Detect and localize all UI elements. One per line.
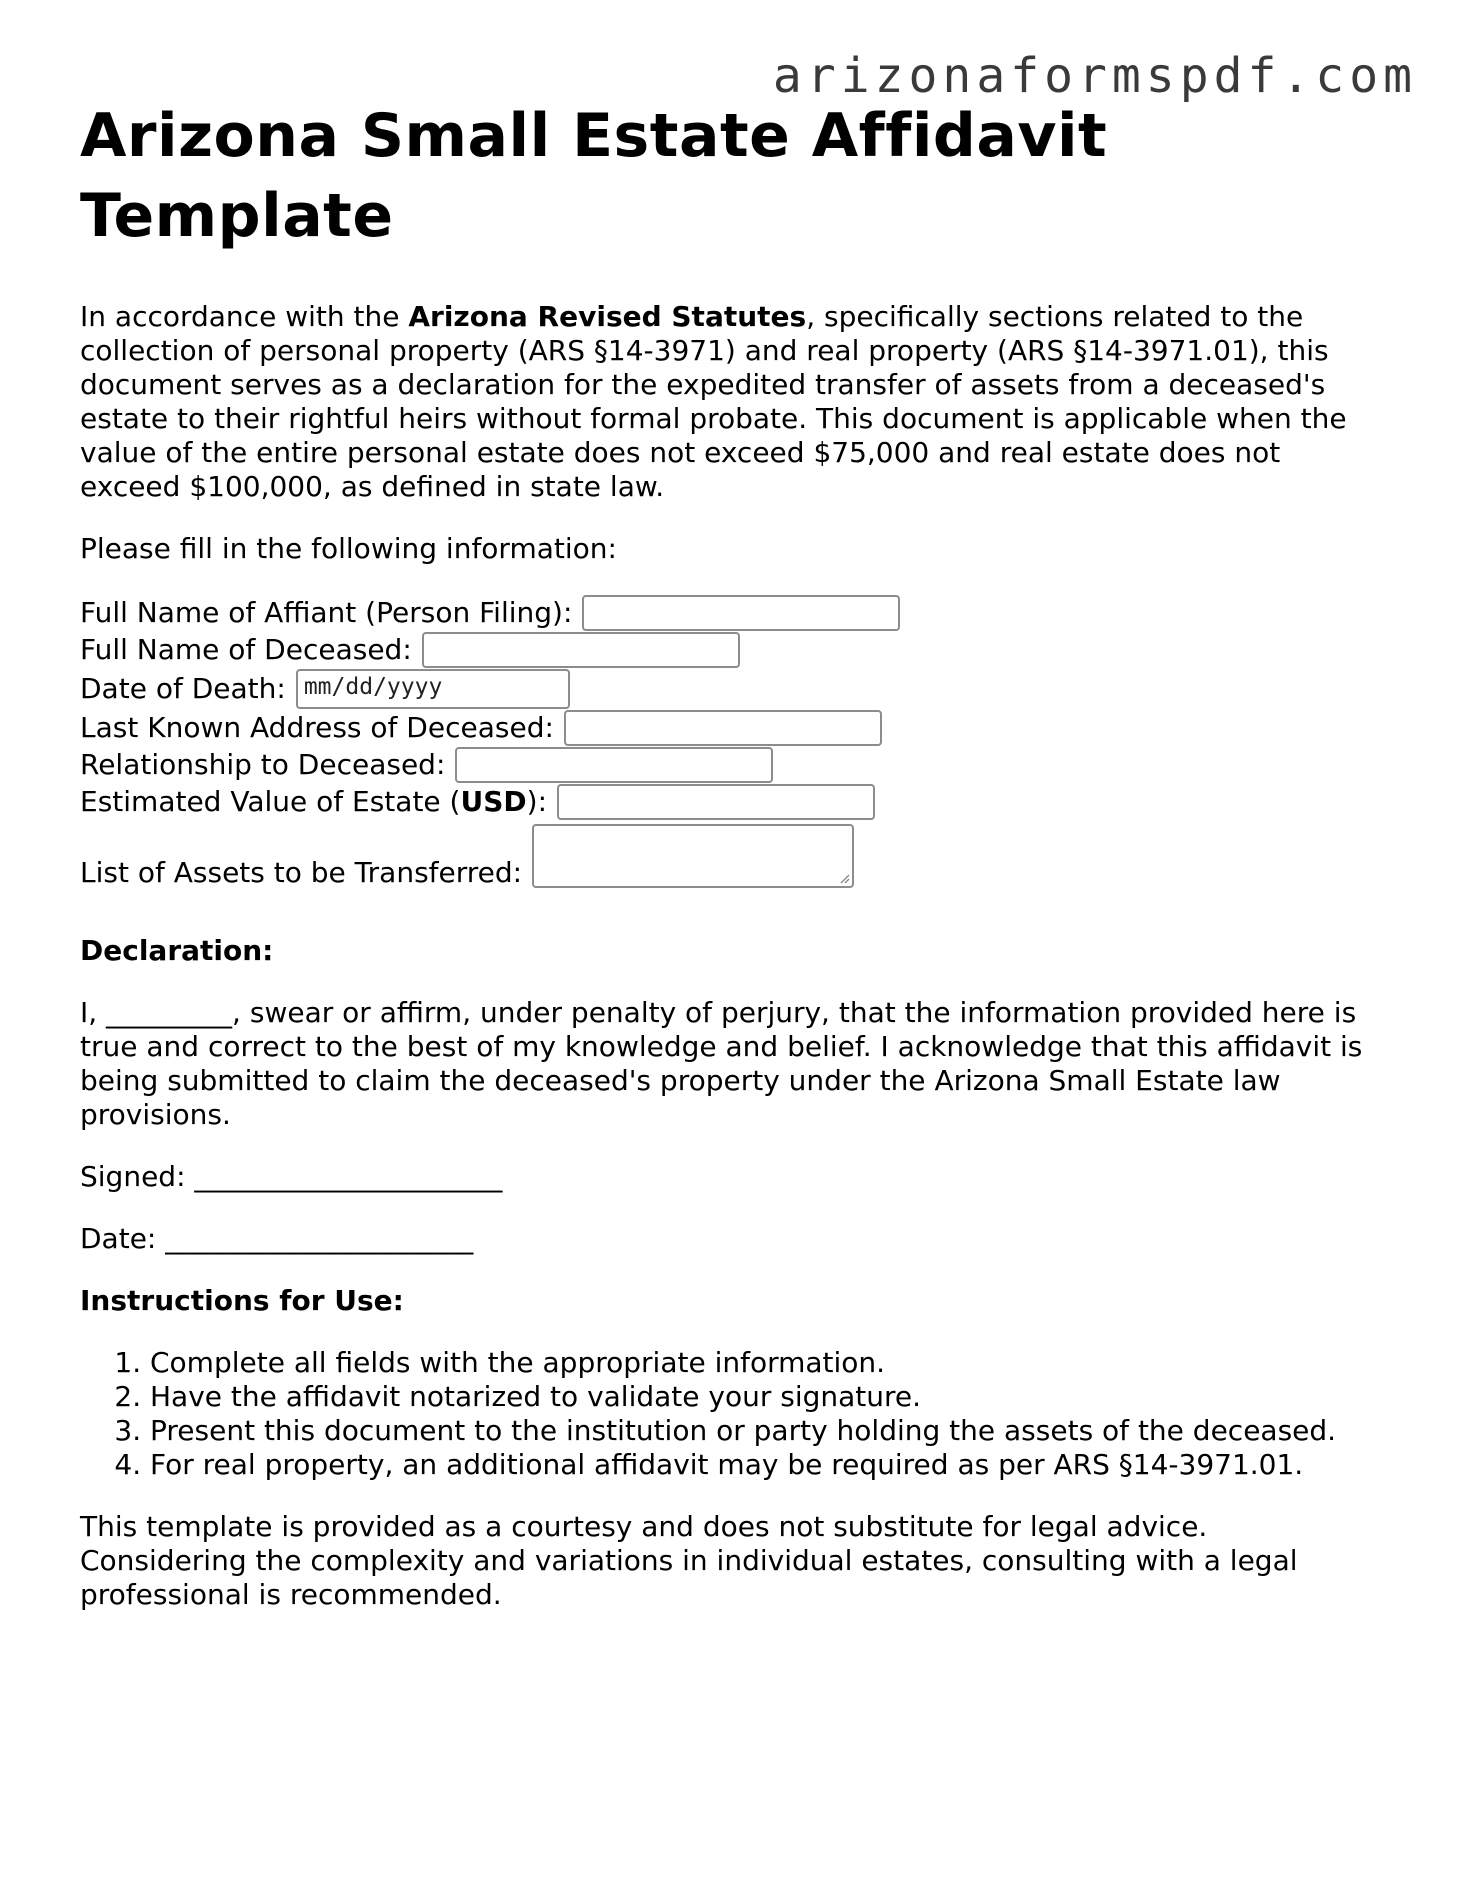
instructions-list: [80, 1346, 1400, 1482]
page-title: Arizona Small Estate Affidavit Template: [80, 101, 1108, 251]
list-item: 1. Complete all fields with the appropriate information.: [150, 1346, 1400, 1380]
deceased-row: [80, 631, 1400, 668]
deceased-label: Full Name of Deceased:: [80, 632, 412, 666]
estate-value-input[interactable]: [557, 784, 875, 820]
address-row: [80, 709, 1400, 746]
list-item: 2. Have the affidavit notarized to validate your signature.: [150, 1380, 1400, 1414]
address-label: Last Known Address of Deceased:: [80, 710, 554, 744]
site-watermark: arizonaformspdf.com: [772, 48, 1417, 104]
intro-text-start: In accordance with the: [80, 300, 409, 333]
list-item: 4. For real property, an additional affidavit may be required as per ARS §14-3971.01.: [150, 1448, 1400, 1482]
relationship-input[interactable]: [455, 747, 773, 783]
intro-paragraph: [80, 300, 1370, 504]
estate-value-row: [80, 783, 1400, 820]
deceased-name-input[interactable]: [422, 632, 740, 668]
disclaimer-paragraph: This template is provided as a courtesy and does not substitute for legal advice. Considering the complexity and variations in individual estates, consulting with a legal professional is recommended.: [80, 1510, 1298, 1611]
affiant-row: [80, 594, 1400, 631]
relationship-row: [80, 746, 1400, 783]
relationship-label: Relationship to Deceased:: [80, 747, 446, 781]
declaration-heading: Declaration:: [80, 934, 274, 967]
intro-bold-statutes: Arizona Revised Statutes: [408, 300, 807, 333]
declaration-text: I, _________, swear or affirm, under penalty of perjury, that the information provided here is true and correct to the best of my knowledge and belief. I acknowledge that this affidavit is being submitted to claim the deceased's property under the Arizona Small Estate law provisions.: [80, 996, 1363, 1131]
date-line: Date: ______________________: [80, 1222, 474, 1255]
estate-value-label: [80, 785, 547, 819]
affidavit-form: [80, 594, 1400, 890]
list-item: 3. Present this document to the institution or party holding the assets of the deceased.: [150, 1414, 1400, 1448]
affiant-label: Full Name of Affiant (Person Filing):: [80, 595, 573, 629]
affiant-name-input[interactable]: [582, 595, 900, 631]
document-page: [80, 96, 1400, 1640]
fill-prompt: Please fill in the following information:: [80, 532, 617, 565]
estate-value-label-end: ):: [526, 784, 547, 818]
date-of-death-label: Date of Death:: [80, 671, 286, 705]
estate-value-label-start: Estimated Value of Estate (: [80, 784, 461, 818]
intro-text-rest: , specifically sections related to the collection of personal property (ARS §14-3971) and real property (ARS §14-3971.01), this document serves as a declaration for the expedited transfer of assets from a deceased's estate to their rightful heirs without formal probate. This document is applicable when the value of the entire personal estate does not exceed $75,000 and real estate does not exceed $100,000, as defined in state law.: [80, 300, 1347, 503]
estate-value-currency: USD: [460, 784, 527, 818]
date-of-death-row: [80, 668, 1400, 709]
address-input[interactable]: [564, 710, 882, 746]
date-of-death-input[interactable]: mm/dd/yyyy: [296, 669, 570, 709]
assets-label: List of Assets to be Transferred:: [80, 856, 523, 889]
assets-row: [80, 824, 1400, 890]
instructions-heading: Instructions for Use:: [80, 1284, 404, 1317]
signature-line: Signed: ______________________: [80, 1160, 503, 1193]
resize-grip-icon[interactable]: [838, 872, 850, 884]
assets-textarea[interactable]: [532, 824, 854, 888]
